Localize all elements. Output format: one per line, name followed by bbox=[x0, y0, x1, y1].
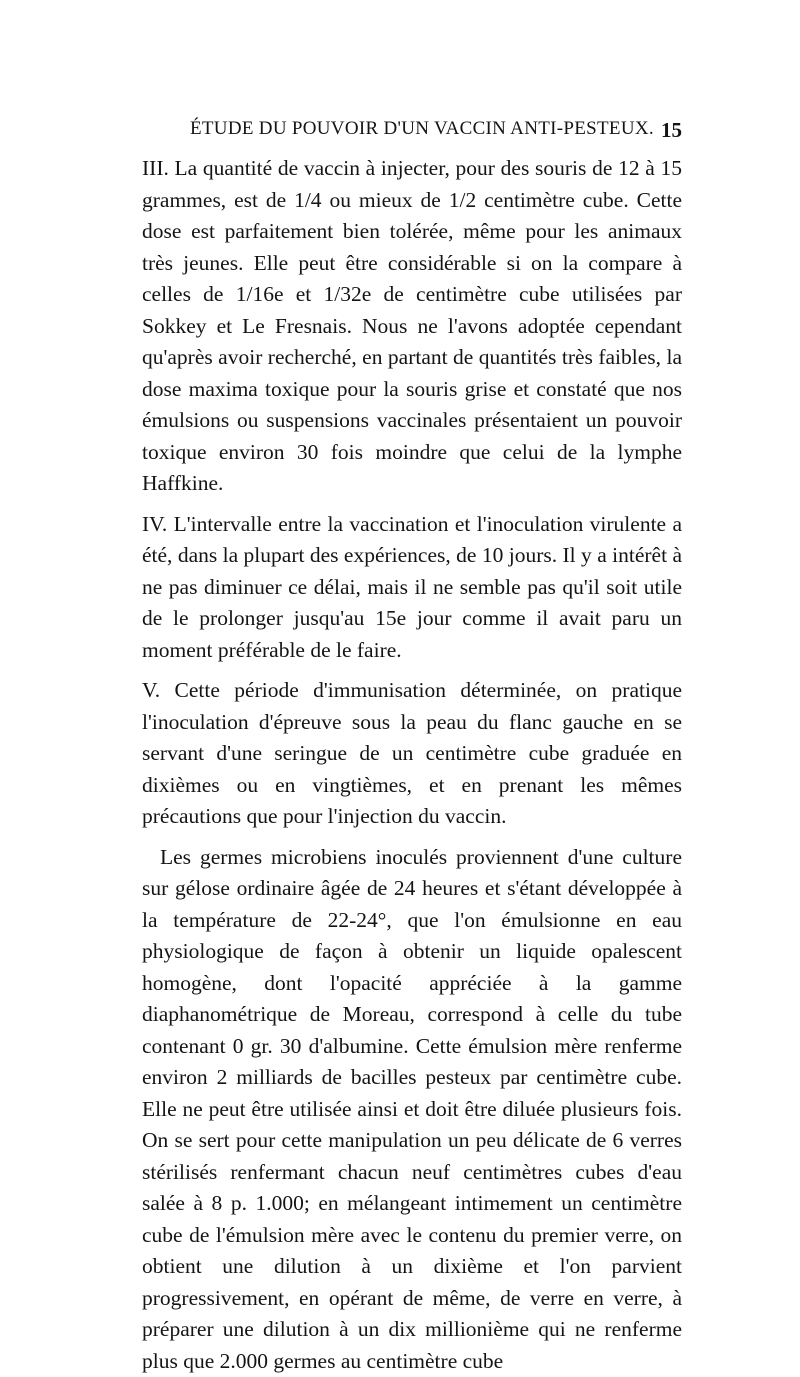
page-header bbox=[142, 118, 682, 148]
body-text bbox=[142, 153, 682, 1377]
paragraph-germes: Les germes microbiens inoculés proviennent d'une culture sur gélose ordinaire âgée de 24 heures et s'étant développée à la température de 22-24°, que l'on émulsionne en eau physiologique de façon à obtenir un liquide opalescent homogène, dont l'opacité appréciée à la gamme diaphanométrique de Moreau, correspond à celle du tube contenant 0 gr. 30 d'albumine. Cette émulsion mère renferme environ 2 milliards de bacilles pesteux par centimètre cube. Elle ne peut être utilisée ainsi et doit être diluée plusieurs fois. On se sert pour cette manipulation un peu délicate de 6 verres stérilisés renfermant chacun neuf centimètres cubes d'eau salée à 8 p. 1.000; en mélangeant intimement un centimètre cube de l'émulsion mère avec le contenu du premier verre, on obtient une dilution à un dixième et l'on parvient progressivement, en opérant de même, de verre en verre, à préparer une dilution à un dix millionième qui ne renferme plus que 2.000 germes au centimètre cube bbox=[142, 842, 682, 1377]
running-title: ÉTUDE DU POUVOIR D'UN VACCIN ANTI-PESTEUX. bbox=[190, 118, 654, 140]
paragraph-v: V. Cette période d'immunisation déterminée, on pratique l'inoculation d'épreuve sous la peau du flanc gauche en se servant d'une seringue de un centimètre cube graduée en dixièmes ou en vingtièmes, et en prenant les mêmes précautions que pour l'injection du vaccin. bbox=[142, 675, 682, 833]
paragraph-iv: IV. L'intervalle entre la vaccination et l'inoculation virulente a été, dans la plupart des expériences, de 10 jours. Il y a intérêt à ne pas diminuer ce délai, mais il ne semble pas qu'il soit utile de le prolonger jusqu'au 15e jour comme il avait paru un moment préférable de le faire. bbox=[142, 509, 682, 667]
page-number: 15 bbox=[661, 118, 682, 143]
paragraph-iii: III. La quantité de vaccin à injecter, pour des souris de 12 à 15 grammes, est de 1/4 ou mieux de 1/2 centimètre cube. Cette dose est parfaitement bien tolérée, même pour les animaux très jeunes. Elle peut être considérable si on la compare à celles de 1/16e et 1/32e de centimètre cube utilisées par Sokkey et Le Fresnais. Nous ne l'avons adoptée cependant qu'après avoir recherché, en partant de quantités très faibles, la dose maxima toxique pour la souris grise et constaté que nos émulsions ou suspensions vaccinales présentaient un pouvoir toxique environ 30 fois moindre que celui de la lymphe Haffkine. bbox=[142, 153, 682, 500]
